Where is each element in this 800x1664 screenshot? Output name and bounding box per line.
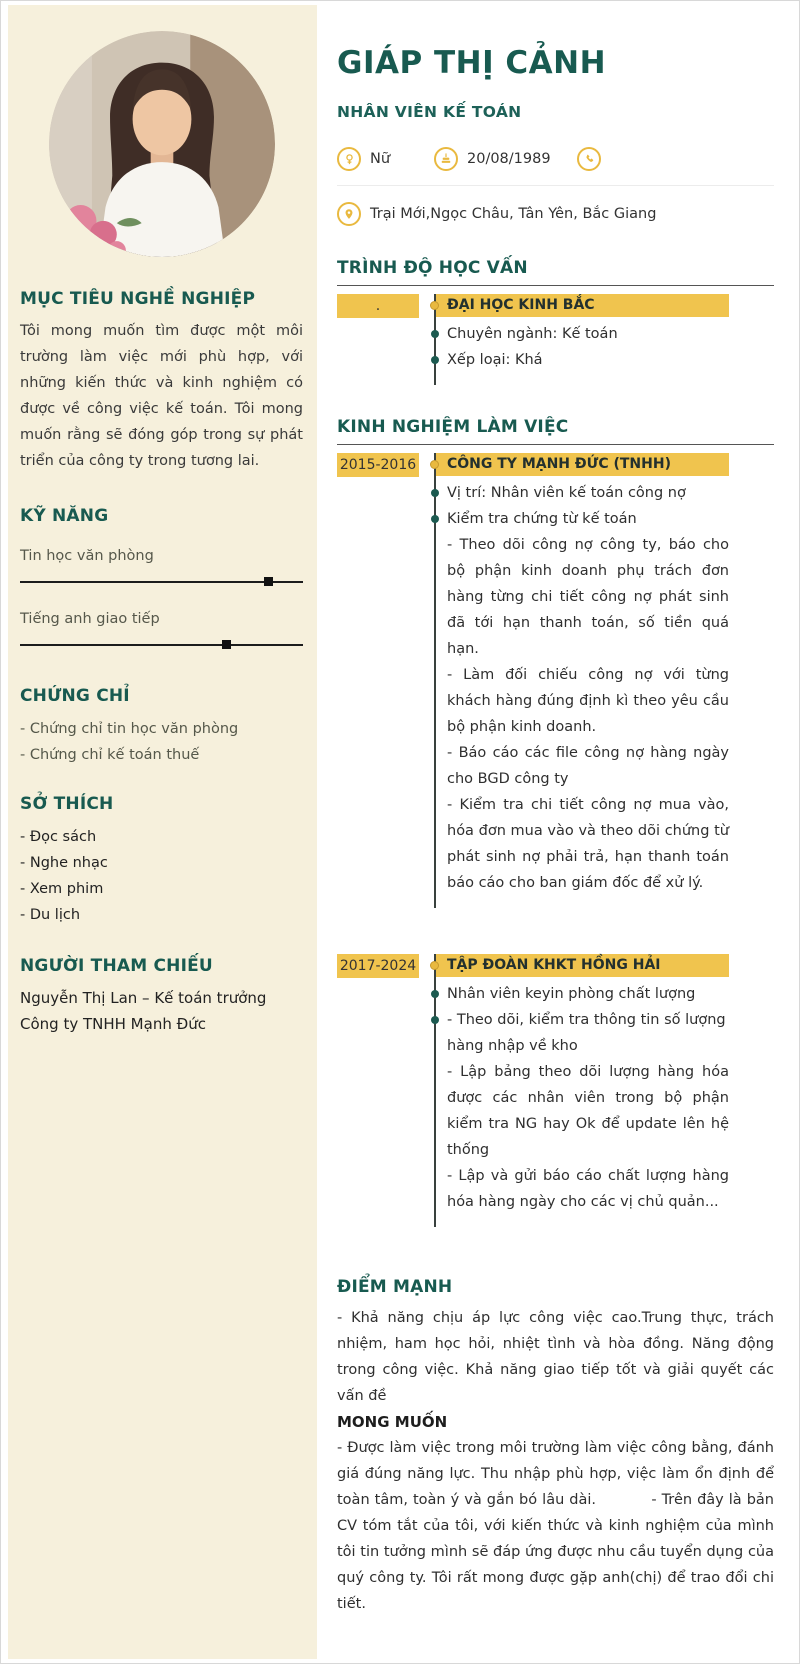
birthday-field bbox=[434, 147, 577, 171]
experience-section bbox=[337, 417, 774, 1227]
skill-item bbox=[20, 548, 303, 583]
skill-level-marker bbox=[264, 577, 273, 586]
experience-bullet: - Theo dõi, kiểm tra thông tin số lượng hàng nhập về kho bbox=[436, 1007, 729, 1059]
gender-icon bbox=[337, 147, 361, 171]
education-title: TRÌNH ĐỘ HỌC VẤN bbox=[337, 258, 774, 286]
certificate-item: - Chứng chỉ kế toán thuế bbox=[20, 747, 200, 763]
location-pin-icon bbox=[337, 202, 361, 226]
certificate-item: - Chứng chỉ tin học văn phòng bbox=[20, 721, 239, 737]
school-name: ĐẠI HỌC KINH BẮC bbox=[436, 294, 729, 317]
phone-icon bbox=[577, 147, 601, 171]
hobby-item: - Nghe nhạc bbox=[20, 855, 108, 871]
objective-section bbox=[20, 289, 303, 474]
strengths-section bbox=[337, 1277, 774, 1617]
job-title: NHÂN VIÊN KẾ TOÁN bbox=[337, 103, 522, 121]
education-entry-body bbox=[434, 294, 729, 385]
skill-label: Tiếng anh giao tiếp bbox=[20, 611, 160, 627]
hobbies-section bbox=[20, 794, 303, 928]
divider bbox=[337, 185, 774, 186]
gender-value: Nữ bbox=[370, 151, 391, 167]
experience-paragraph: - Báo cáo các file công nợ hàng ngày cho BGD công ty bbox=[447, 745, 729, 787]
sidebar bbox=[8, 5, 317, 1659]
company-name: CÔNG TY MẠNH ĐỨC (TNHH) bbox=[436, 453, 729, 476]
personal-info-row bbox=[337, 147, 774, 171]
skill-bar bbox=[20, 581, 303, 583]
experience-paragraph: - Lập bảng theo dõi lượng hàng hóa được các nhân viên trong bộ phận kiểm tra NG hay Ok để update lên hệ thống bbox=[447, 1064, 729, 1158]
birthday-cake-icon bbox=[434, 147, 458, 171]
birthday-value: 20/08/1989 bbox=[467, 151, 551, 167]
references-title: NGƯỜI THAM CHIẾU bbox=[20, 956, 213, 976]
address-field bbox=[337, 202, 774, 226]
experience-entry bbox=[337, 954, 774, 1227]
hobby-item: - Xem phim bbox=[20, 881, 104, 897]
profile-photo bbox=[49, 31, 275, 257]
education-date: . bbox=[337, 294, 419, 318]
page-title: GIÁP THỊ CẢNH bbox=[337, 45, 607, 81]
skill-item bbox=[20, 611, 303, 646]
experience-paragraph: - Lập và gửi báo cáo chất lượng hàng hóa hàng ngày cho các vị chủ quản... bbox=[447, 1168, 729, 1210]
experience-paragraph: - Theo dõi công nợ công ty, báo cho bộ phận kinh doanh phụ trách đơn hàng từng chi tiết công nợ phát sinh đã tới hạn thanh toán, số tiền quá hạn. bbox=[447, 537, 729, 657]
experience-title: KINH NGHIỆM LÀM VIỆC bbox=[337, 417, 774, 445]
wishes-body: - Được làm việc trong môi trường làm việc công bằng, đánh giá đúng năng lực. Thu nhập phù hợp, việc làm ổn định để toàn tâm, toàn ý và gắn bó lâu dài. - Trên đây là bản CV tóm tắt của tôi, với kiến thức và kinh nghiệm của mình tôi tin tưởng mình sẽ đáp ứng được nhu cầu tuyển dụng của quý công ty. Tôi rất mong được gặp anh(chị) để trao đổi chi tiết. bbox=[337, 1440, 774, 1612]
phone-field bbox=[577, 147, 610, 171]
experience-bullet: Nhân viên keyin phòng chất lượng bbox=[436, 981, 729, 1007]
experience-entry-body bbox=[434, 954, 729, 1227]
experience-date: 2017-2024 bbox=[337, 954, 419, 978]
objective-body: Tôi mong muốn tìm được một môi trường làm việc mới phù hợp, với những kiến thức và kinh nghiệm có được về công việc kế toán. Tôi mong muốn rằng sẽ đóng góp trong sự phát triển của công ty trong tương lai. bbox=[20, 323, 303, 469]
experience-paragraph: - Làm đối chiếu công nợ với từng khách hàng đúng định kì theo yêu cầu bộ phận kinh doanh. bbox=[447, 667, 729, 735]
skill-label: Tin học văn phòng bbox=[20, 548, 154, 564]
experience-entry bbox=[337, 453, 774, 908]
experience-entry-body bbox=[434, 453, 729, 908]
strengths-body: - Khả năng chịu áp lực công việc cao.Trung thực, trách nhiệm, ham học hỏi, nhiệt tình và hòa đồng. Năng động trong công việc. Khả năng giao tiếp tốt và giải quyết các vấn đề bbox=[337, 1310, 774, 1404]
wishes-subtitle: MONG MUỐN bbox=[337, 1413, 448, 1431]
main-column bbox=[317, 5, 792, 1659]
references-section bbox=[20, 956, 303, 1037]
education-entry bbox=[337, 294, 774, 385]
strengths-title: ĐIỂM MẠNH bbox=[337, 1277, 453, 1297]
reference-line: Nguyễn Thị Lan – Kế toán trưởng bbox=[20, 989, 267, 1007]
experience-paragraph: - Kiểm tra chi tiết công nợ mua vào, hóa đơn mua vào và theo dõi chứng từ phát sinh nợ phải trả, hạn thanh toán báo cáo cho ban giám đốc để xử lý. bbox=[447, 797, 729, 891]
education-section bbox=[337, 258, 774, 385]
hobby-item: - Du lịch bbox=[20, 907, 81, 923]
hobby-item: - Đọc sách bbox=[20, 829, 97, 845]
skill-bar bbox=[20, 644, 303, 646]
address-value: Trại Mới,Ngọc Châu, Tân Yên, Bắc Giang bbox=[370, 206, 657, 222]
skills-section bbox=[20, 506, 303, 646]
experience-bullet: Vị trí: Nhân viên kế toán công nợ bbox=[436, 480, 729, 506]
skill-level-marker bbox=[222, 640, 231, 649]
skills-title: KỸ NĂNG bbox=[20, 506, 109, 526]
objective-title: MỤC TIÊU NGHỀ NGHIỆP bbox=[20, 289, 256, 309]
certificates-title: CHỨNG CHỈ bbox=[20, 686, 130, 706]
certificates-section bbox=[20, 686, 303, 768]
portrait-illustration bbox=[49, 31, 275, 257]
company-name: TẬP ĐOÀN KHKT HỒNG HẢI bbox=[436, 954, 729, 977]
gender-field bbox=[337, 147, 434, 171]
experience-bullet: Kiểm tra chứng từ kế toán bbox=[436, 506, 729, 532]
experience-date: 2015-2016 bbox=[337, 453, 419, 477]
reference-line: Công ty TNHH Mạnh Đức bbox=[20, 1015, 206, 1033]
hobbies-title: SỞ THÍCH bbox=[20, 794, 114, 814]
education-detail: Xếp loại: Khá bbox=[436, 347, 729, 373]
education-detail: Chuyên ngành: Kế toán bbox=[436, 321, 729, 347]
